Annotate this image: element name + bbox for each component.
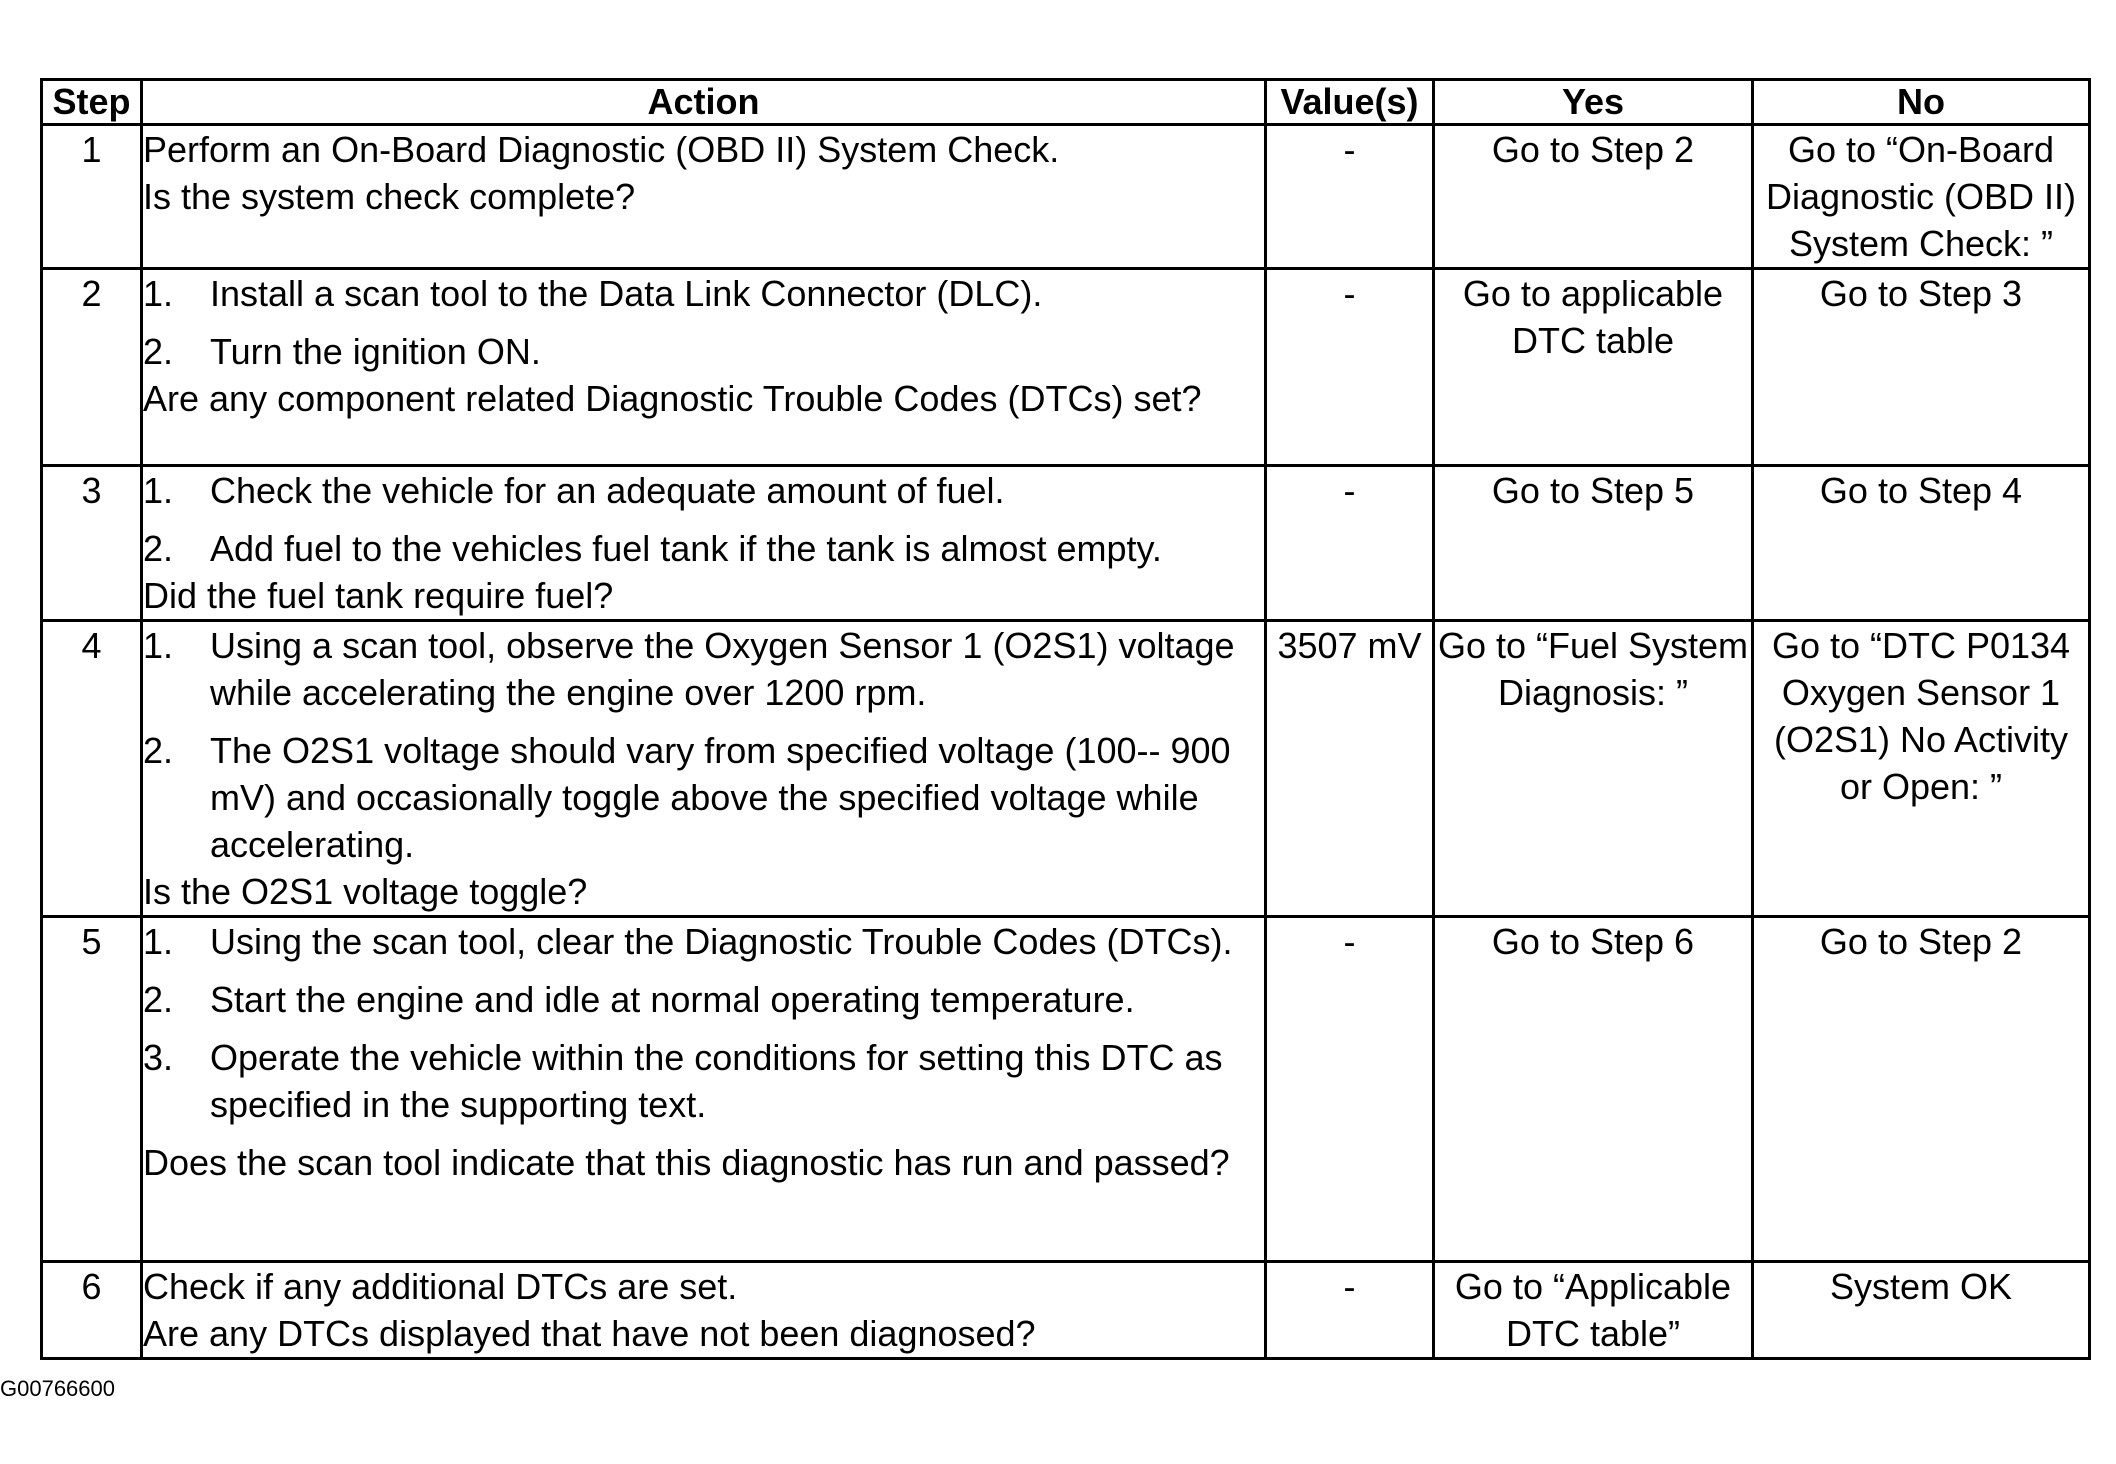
- action-question: Does the scan tool indicate that this diagnostic has run and passed?: [143, 1142, 1230, 1183]
- value-cell: -: [1266, 466, 1434, 621]
- action-cell: [142, 917, 1266, 1262]
- action-step-text: Operate the vehicle within the conditions for setting this DTC as specified in the supporting text.: [210, 1037, 1223, 1125]
- header-action: Action: [142, 80, 1266, 125]
- action-step-item: [143, 727, 1264, 868]
- action-step-number: 1.: [143, 470, 174, 511]
- no-cell: Go to “DTC P0134 Oxygen Sensor 1 (O2S1) No Activity or Open: ”: [1753, 621, 2090, 917]
- yes-cell: Go to applicable DTC table: [1434, 269, 1753, 466]
- action-step-item: [143, 467, 1264, 514]
- value-cell: 3507 mV: [1266, 621, 1434, 917]
- action-step-number: 1.: [143, 921, 174, 962]
- action-step-text: The O2S1 voltage should vary from specified voltage (100-- 900 mV) and occasionally toggle above the specified voltage while accelerating.: [210, 730, 1231, 865]
- action-step-number: 1.: [143, 625, 174, 666]
- action-step-list: [143, 622, 1264, 868]
- yes-cell: Go to “Fuel System Diagnosis: ”: [1434, 621, 1753, 917]
- yes-cell: Go to Step 6: [1434, 917, 1753, 1262]
- action-step-text: Add fuel to the vehicles fuel tank if the tank is almost empty.: [210, 528, 1162, 569]
- action-step-item: [143, 328, 1264, 375]
- no-cell: Go to Step 2: [1753, 917, 2090, 1262]
- header-step: Step: [42, 80, 142, 125]
- action-step-text: Install a scan tool to the Data Link Connector (DLC).: [210, 273, 1043, 314]
- action-cell: [142, 1262, 1266, 1359]
- yes-cell: Go to “Applicable DTC table”: [1434, 1262, 1753, 1359]
- action-cell: [142, 621, 1266, 917]
- step-number: 5: [42, 917, 142, 1262]
- header-row: [42, 80, 2090, 125]
- value-cell: -: [1266, 1262, 1434, 1359]
- action-step-item: [143, 270, 1264, 317]
- action-step-item: [143, 1034, 1264, 1128]
- header-no: No: [1753, 80, 2090, 125]
- action-step-item: [143, 976, 1264, 1023]
- action-question: Are any DTCs displayed that have not been diagnosed?: [143, 1313, 1036, 1354]
- table-row: [42, 1262, 2090, 1359]
- table-row: [42, 466, 2090, 621]
- step-number: 4: [42, 621, 142, 917]
- action-step-number: 2.: [143, 979, 174, 1020]
- step-number: 3: [42, 466, 142, 621]
- table-row: [42, 269, 2090, 466]
- action-step-list: [143, 270, 1264, 375]
- table-row: [42, 917, 2090, 1262]
- action-question: Is the system check complete?: [143, 176, 636, 217]
- action-step-list: [143, 918, 1264, 1128]
- action-step-item: [143, 525, 1264, 572]
- step-number: 1: [42, 125, 142, 269]
- no-cell: System OK: [1753, 1262, 2090, 1359]
- action-step-number: 3.: [143, 1037, 174, 1078]
- action-step-text: Turn the ignition ON.: [210, 331, 541, 372]
- action-question: Is the O2S1 voltage toggle?: [143, 871, 588, 912]
- action-step-text: Using the scan tool, clear the Diagnostic Trouble Codes (DTCs).: [210, 921, 1233, 962]
- action-step-number: 2.: [143, 730, 174, 771]
- action-cell: [142, 466, 1266, 621]
- value-cell: -: [1266, 125, 1434, 269]
- table-row: [42, 621, 2090, 917]
- yes-cell: Go to Step 2: [1434, 125, 1753, 269]
- action-step-text: Check the vehicle for an adequate amount of fuel.: [210, 470, 1005, 511]
- action-step-item: [143, 918, 1264, 965]
- no-cell: Go to “On-Board Diagnostic (OBD II) System Check: ”: [1753, 125, 2090, 269]
- table-row: [42, 125, 2090, 269]
- header-yes: Yes: [1434, 80, 1753, 125]
- action-step-number: 2.: [143, 331, 174, 372]
- action-cell: [142, 269, 1266, 466]
- value-cell: -: [1266, 269, 1434, 466]
- action-step-number: 1.: [143, 273, 174, 314]
- no-cell: Go to Step 4: [1753, 466, 2090, 621]
- header-values: Value(s): [1266, 80, 1434, 125]
- action-question: Did the fuel tank require fuel?: [143, 575, 614, 616]
- value-cell: -: [1266, 917, 1434, 1262]
- action-step-item: [143, 622, 1264, 716]
- step-number: 2: [42, 269, 142, 466]
- action-intro: Check if any additional DTCs are set.: [143, 1266, 738, 1307]
- action-cell: [142, 125, 1266, 269]
- action-question: Are any component related Diagnostic Trouble Codes (DTCs) set?: [143, 378, 1202, 419]
- action-step-text: Start the engine and idle at normal operating temperature.: [210, 979, 1135, 1020]
- action-step-number: 2.: [143, 528, 174, 569]
- no-cell: Go to Step 3: [1753, 269, 2090, 466]
- action-step-list: [143, 467, 1264, 572]
- step-number: 6: [42, 1262, 142, 1359]
- table-body: [42, 125, 2090, 1359]
- action-intro: Perform an On-Board Diagnostic (OBD II) System Check.: [143, 129, 1060, 170]
- diagnostic-table: [40, 78, 2091, 1360]
- figure-id: G00766600: [0, 1376, 115, 1401]
- yes-cell: Go to Step 5: [1434, 466, 1753, 621]
- action-step-text: Using a scan tool, observe the Oxygen Sensor 1 (O2S1) voltage while accelerating the engine over 1200 rpm.: [210, 625, 1235, 713]
